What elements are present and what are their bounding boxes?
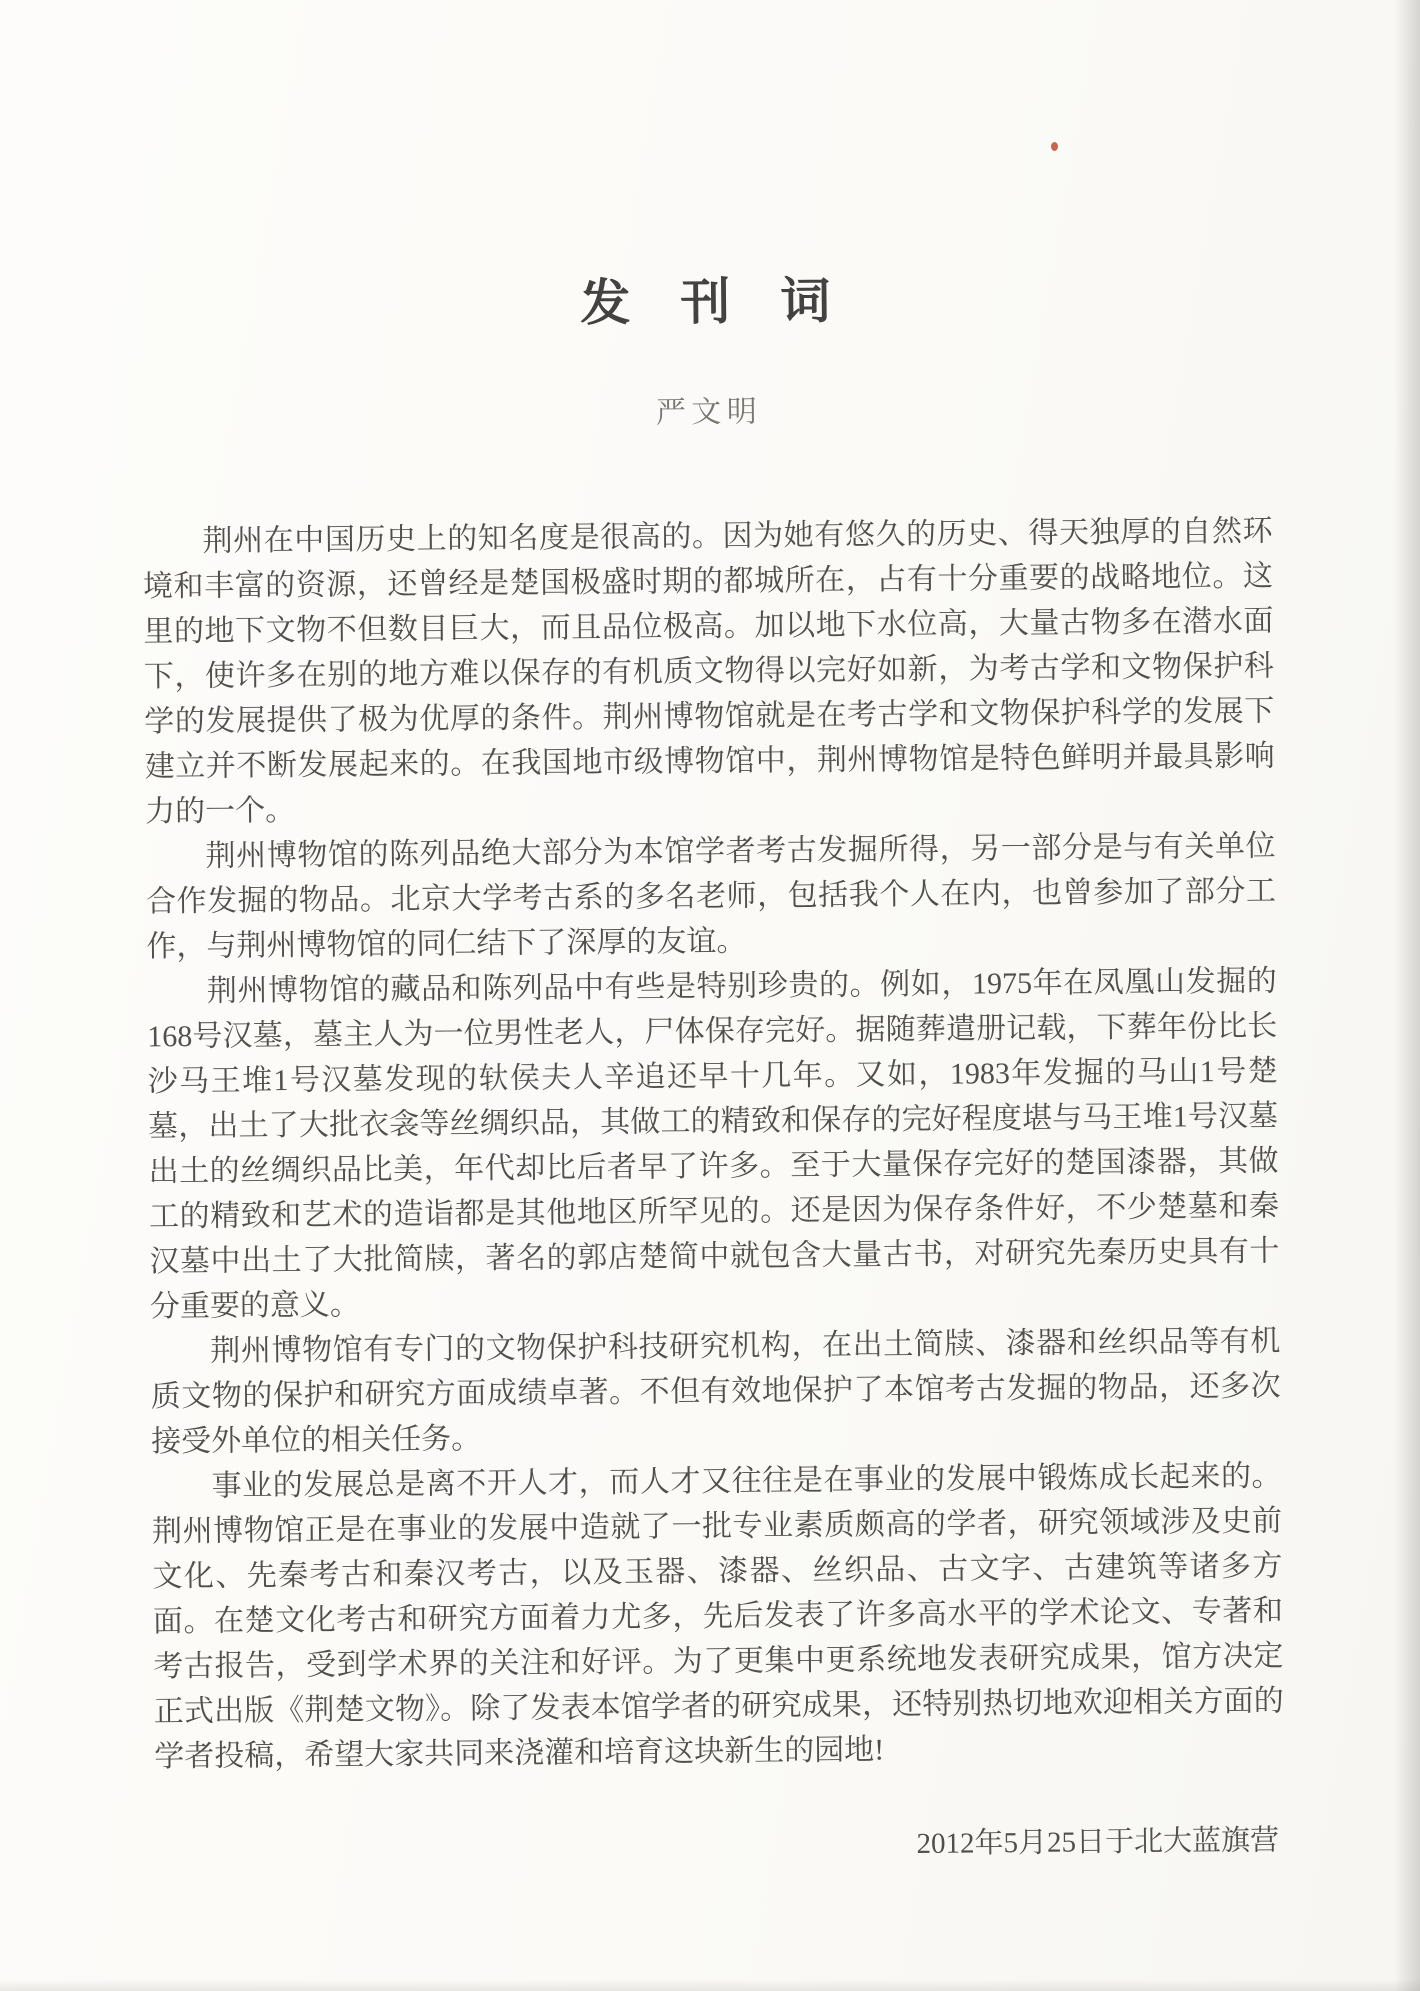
- body-text: [142, 509, 1284, 1780]
- scan-edge-shadow-bottom: [0, 1979, 1420, 1991]
- scan-edge-shadow-right: [1394, 0, 1420, 1991]
- author-name: 严文明: [655, 395, 763, 430]
- dateline: 2012年5月25日于北大蓝旗营: [916, 1824, 1280, 1861]
- paragraph-1: 荆州在中国历史上的知名度是很高的。因为她有悠久的历史、得天独厚的自然环境和丰富的资源，还曾经是楚国极盛时期的都城所在，占有十分重要的战略地位。这里的地下文物不但数目巨大，而且品位极高。加以地下水位高，大量古物多在潜水面下，使许多在别的地方难以保存的有机质文物得以完好如新，为考古学和文物保护科学的发展提供了极为优厚的条件。荆州博物馆就是在考古学和文物保护科学的发展下建立并不断发展起来的。在我国地市级博物馆中，荆州博物馆是特色鲜明并最具影响力的一个。: [142, 514, 1275, 829]
- paragraph-4: 荆州博物馆有专门的文物保护科技研究机构，在出土简牍、漆器和丝织品等有机质文物的保护和研究方面成绩卓著。不但有效地保护了本馆考古发掘的物品，还多次接受外单位的相关任务。: [150, 1324, 1281, 1459]
- scan-artifact-dot: [1051, 142, 1058, 151]
- paragraph-3: 荆州博物馆的藏品和陈列品中有些是特别珍贵的。例如，1975年在凤凰山发掘的168号汉墓，墓主人为一位男性老人，尸体保存完好。据随葬遣册记载，下葬年份比长沙马王堆1号汉墓发现的轪侯夫人辛追还早十几年。又如，1983年发掘的马山1号楚墓，出土了大批衣衾等丝绸织品，其做工的精致和保存的完好程度堪与马王堆1号汉墓出土的丝绸织品比美，年代却比后者早了许多。至于大量保存完好的楚国漆器，其做工的精致和艺术的造诣都是其他地区所罕见的。还是因为保存条件好，不少楚墓和秦汉墓中出土了大批简牍，著名的郭店楚简中就包含大量古书，对研究先秦历史具有十分重要的意义。: [147, 964, 1280, 1324]
- paragraph-5: 事业的发展总是离不开人才，而人才又往往是在事业的发展中锻炼成长起来的。荆州博物馆正是在事业的发展中造就了一批专业素质颇高的学者，研究领域涉及史前文化、先秦考古和秦汉考古，以及玉器、漆器、丝织品、古文字、古建筑等诸多方面。在楚文化考古和研究方面着力尤多，先后发表了许多高水平的学术论文、专著和考古报告，受到学术界的关注和好评。为了更集中更系统地发表研究成果，馆方决定正式出版《荆楚文物》。除了发表本馆学者的研究成果，还特别热切地欢迎相关方面的学者投稿，希望大家共同来浇灌和培育这块新生的园地!: [151, 1459, 1284, 1774]
- paragraph-2: 荆州博物馆的陈列品绝大部分为本馆学者考古发掘所得，另一部分是与有关单位合作发掘的物品。北京大学考古系的多名老师，包括我个人在内，也曾参加了部分工作，与荆州博物馆的同仁结下了深厚的友谊。: [145, 829, 1277, 964]
- page-title: 发刊词: [580, 272, 881, 332]
- page-content: [140, 267, 1285, 1875]
